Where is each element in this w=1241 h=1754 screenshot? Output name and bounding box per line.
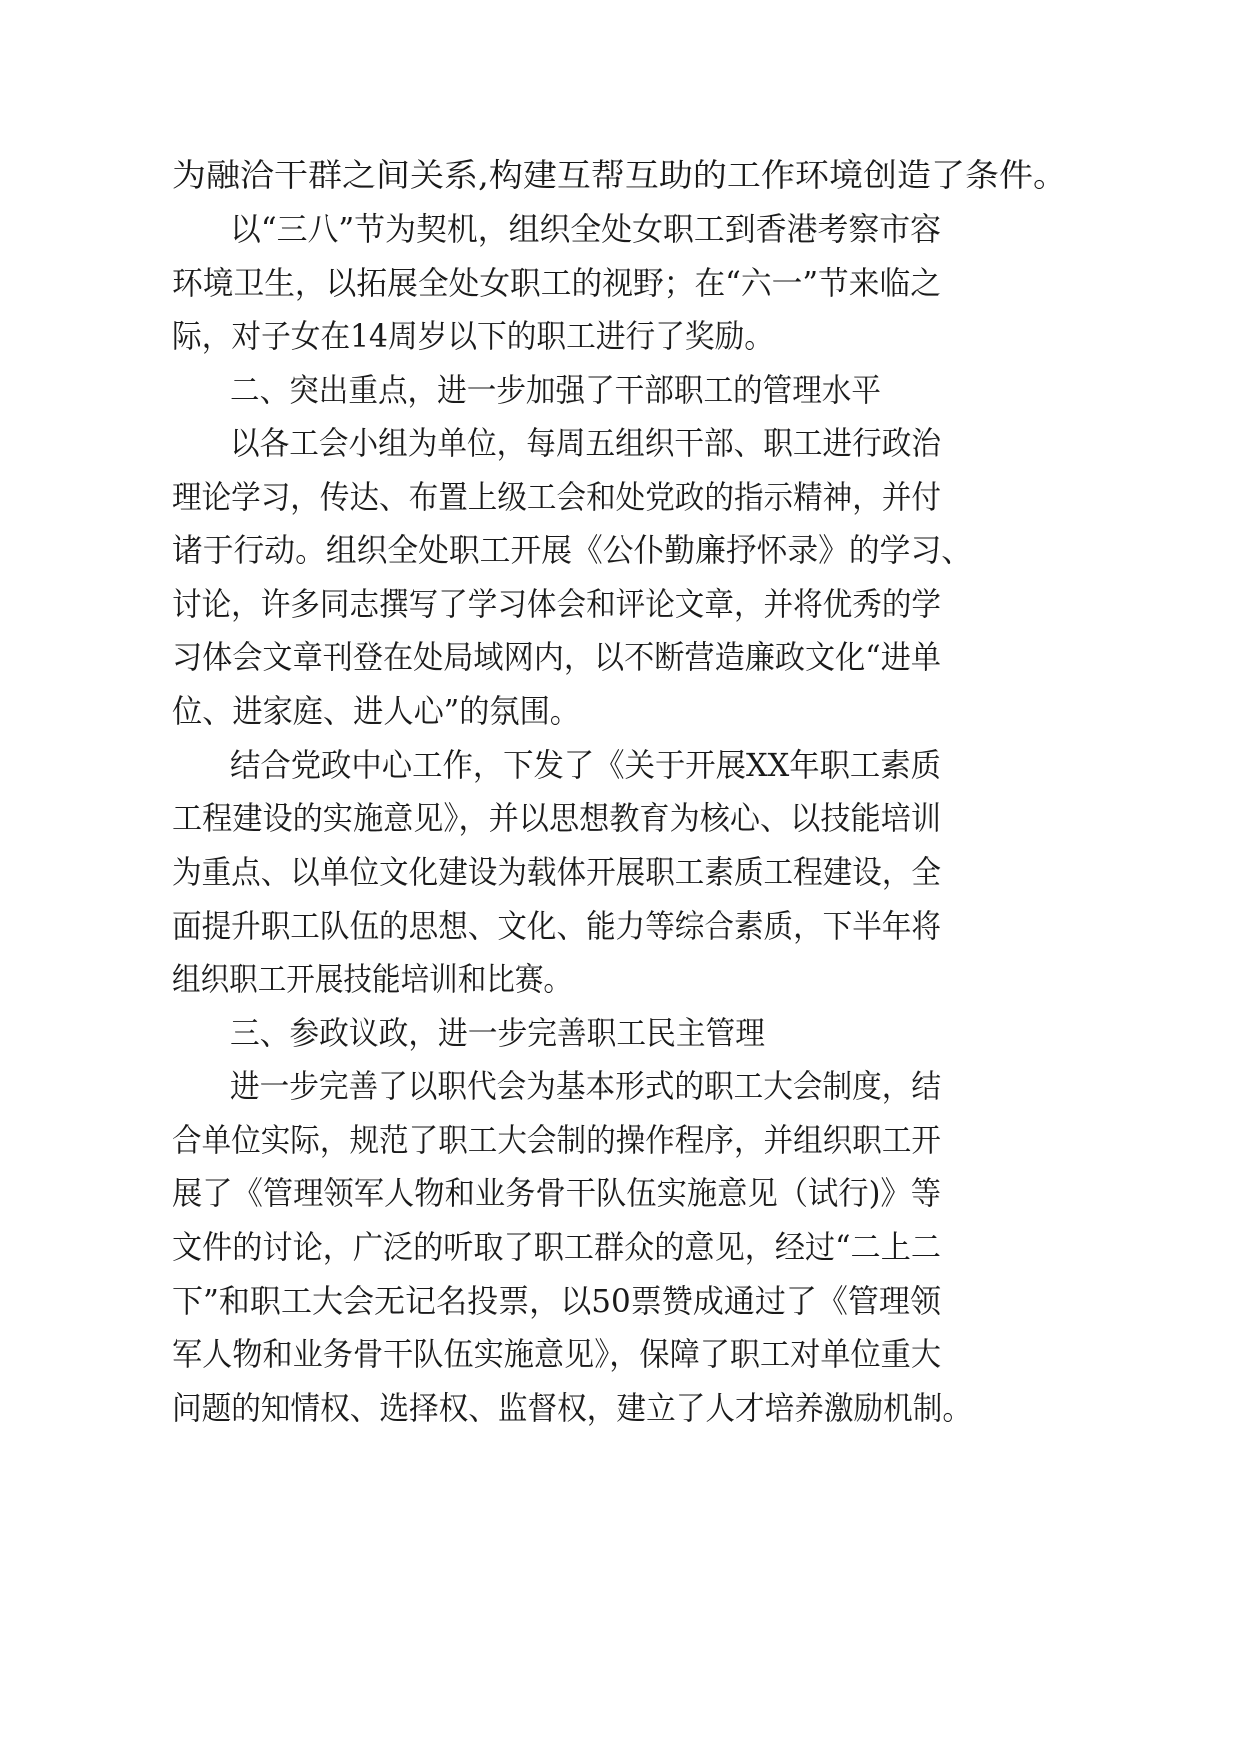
text-line-text: 讨论，许多同志撰写了学习体会和评论文章，并将优秀的学 (172, 585, 941, 623)
text-line-text: 位、进家庭、进人心”的氛围。 (172, 692, 580, 730)
text-line (0, 788, 1241, 848)
text-line-text: 以“三八”节为契机，组织全处女职工到香港考察市容 (230, 210, 941, 248)
text-line-text: 展了《管理领军人物和业务骨干队伍实施意见（试行)》等 (172, 1174, 941, 1212)
text-line (0, 1217, 1241, 1277)
text-line (0, 681, 1241, 741)
text-line (0, 1271, 1241, 1331)
text-line-text: 工程建设的实施意见》，并以思想教育为核心、以技能培训 (172, 799, 941, 837)
text-line-text: 下”和职工大会无记名投票，以50票赞成通过了《管理领 (172, 1282, 941, 1320)
text-line (0, 627, 1241, 687)
text-line (0, 1163, 1241, 1223)
text-line-text: 合单位实际，规范了职工大会制的操作程序，并组织职工开 (172, 1121, 941, 1159)
text-line (0, 574, 1241, 634)
text-line-text: 结合党政中心工作，下发了《关于开展XX年职工素质 (230, 746, 941, 784)
text-line (0, 1056, 1241, 1116)
text-line-text: 环境卫生，以拓展全处女职工的视野；在“六一”节来临之 (172, 264, 941, 302)
text-line-text: 进一步完善了以职代会为基本形式的职工大会制度，结 (230, 1067, 941, 1105)
text-line-text: 文件的讨论，广泛的听取了职工群众的意见，经过“二上二 (172, 1228, 941, 1266)
text-line-text: 为重点、以单位文化建设为载体开展职工素质工程建设，全 (172, 853, 941, 891)
text-line-text: 习体会文章刊登在处局域网内，以不断营造廉政文化“进单 (172, 638, 941, 676)
text-line-text: 问题的知情权、选择权、监督权，建立了人才培养激励机制。 (172, 1389, 972, 1427)
text-line-text: 诸于行动。组织全处职工开展《公仆勤廉抒怀录》的学习、 (172, 531, 972, 569)
text-line-text: 理论学习，传达、布置上级工会和处党政的指示精神，并付 (172, 478, 941, 516)
text-line (0, 1110, 1241, 1170)
text-line-text: 为融洽干群之间关系,构建互帮互助的工作环境创造了条件。 (172, 156, 1067, 194)
text-line (0, 467, 1241, 527)
text-line-text: 军人物和业务骨干队伍实施意见》，保障了职工对单位重大 (172, 1335, 941, 1373)
section-heading-text: 三、参政议政，进一步完善职工民主管理 (230, 1014, 765, 1052)
text-line (0, 1378, 1241, 1438)
section-heading (0, 1003, 1241, 1063)
text-line (0, 306, 1241, 366)
text-line (0, 199, 1241, 259)
text-line-text: 组织职工开展技能培训和比赛。 (172, 960, 572, 998)
text-line (0, 896, 1241, 956)
text-line (0, 253, 1241, 313)
text-line (0, 949, 1241, 1009)
text-line (0, 145, 1241, 205)
text-line (0, 1324, 1241, 1384)
text-line (0, 735, 1241, 795)
text-line-text: 际，对子女在14周岁以下的职工进行了奖励。 (172, 317, 774, 355)
section-heading (0, 360, 1241, 420)
section-heading-text: 二、突出重点，进一步加强了干部职工的管理水平 (230, 371, 881, 409)
text-line (0, 842, 1241, 902)
text-line (0, 520, 1241, 580)
text-line-text: 以各工会小组为单位，每周五组织干部、职工进行政治 (230, 424, 941, 462)
text-line (0, 413, 1241, 473)
text-line-text: 面提升职工队伍的思想、文化、能力等综合素质，下半年将 (172, 907, 941, 945)
